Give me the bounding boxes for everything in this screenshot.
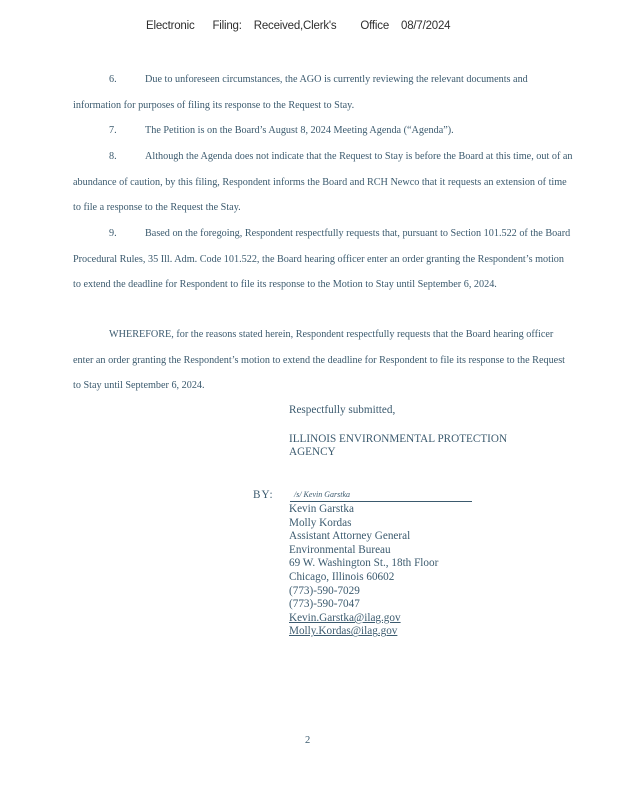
paragraph-6 [73,67,573,118]
paragraph-number: 7. [109,125,117,136]
agency-name-line1: ILLINOIS ENVIRONMENTAL PROTECTION [289,433,508,445]
closing: Respectfully submitted, [289,404,396,416]
signature-contact-block [289,503,438,639]
signer-name: Kevin Garstka [289,503,354,515]
paragraph-text: Based on the foregoing, Respondent respectfully requests that, pursuant to Section 101.522 of the Board Procedural Rules, 35 Ill. Adm. Code 101.522, the Board hearing officer enter an order granting the Respondent’s motion to extend the deadline for Respondent to file its response to the Motion to Stay until September 6, 2024. [73,228,571,291]
street-address: 69 W. Washington St., 18th Floor [289,557,439,570]
signer-name: Molly Kordas [289,516,352,529]
paragraph-8 [73,144,573,221]
page-number: 2 [305,735,311,746]
filing-stamp-header: Electronic Filing: Received,Clerk's Office 08/7/2024 [146,20,451,32]
email-link[interactable]: Kevin.Garstka@ilag.gov [289,611,401,624]
bureau: Environmental Bureau [289,543,391,556]
agency-name-line2: AGENCY [289,446,336,458]
paragraph-number: 6. [109,74,117,85]
wherefore-text: WHEREFORE, for the reasons stated herein, Respondent respectfully requests that the Board hearing officer enter an order granting the Respondent’s motion to extend the deadline for Respondent to file its response to the Request to Stay until September 6, 2024. [73,329,565,392]
by-label: BY: [253,489,274,501]
phone: (773)-590-7047 [289,598,360,611]
paragraph-text: Due to unforeseen circumstances, the AGO is currently reviewing the relevant documents and information for purposes of filing its response to the Request to Stay. [73,74,528,111]
signature-line: /s/ Kevin Garstka [290,490,472,502]
paragraph-7 [73,118,573,144]
wherefore-paragraph [73,322,573,399]
paragraph-number: 8. [109,151,117,162]
paragraph-9 [73,221,573,298]
phone: (773)-590-7029 [289,584,360,597]
paragraph-number: 9. [109,228,117,239]
signer-title: Assistant Attorney General [289,530,411,543]
paragraph-text: Although the Agenda does not indicate that the Request to Stay is before the Board at this time, out of an abundance of caution, by this filing, Respondent informs the Board and RCH Newco that it requests an extension of time to file a response to the Request the Stay. [73,151,573,214]
paragraph-text: The Petition is on the Board’s August 8, 2024 Meeting Agenda (“Agenda”). [145,125,454,136]
email-link[interactable]: Molly.Kordas@ilag.gov [289,625,398,638]
city-address: Chicago, Illinois 60602 [289,570,395,583]
